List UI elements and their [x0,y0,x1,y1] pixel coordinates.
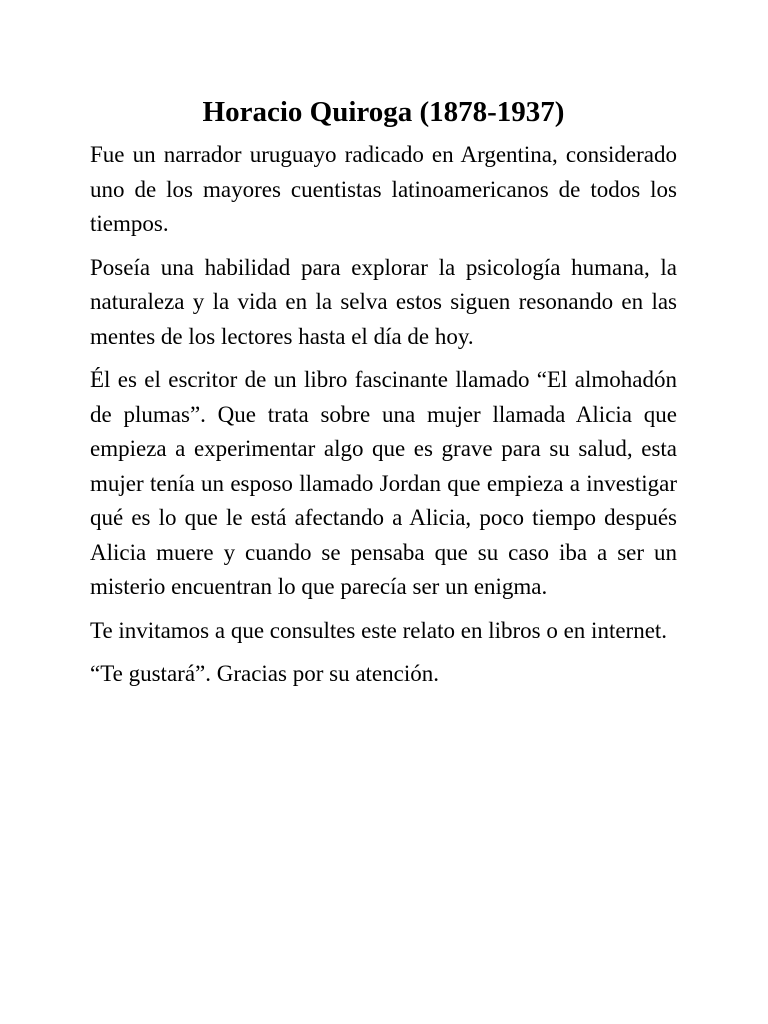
paragraph-skill: Poseía una habilidad para explorar la psicología humana, la naturaleza y la vida en la selva estos siguen resonando en las mentes de los lectores hasta el día de hoy. [90,254,677,349]
paragraph-intro: Fue un narrador uruguayo radicado en Argentina, considerado uno de los mayores cuentistas latinoamericanos de todos los tiempos. [90,142,677,236]
paragraph-book: Él es el escritor de un libro fascinante llamado “El almohadón de plumas”. Que trata sobre una mujer llamada Alicia que empieza a experimentar algo que es grave para su salud, esta mujer tenía un esposo llamado Jordan que empieza a investigar qué es lo que le está afectando a Alicia, poco tiempo después Alicia muere y cuando se pensaba que su caso iba a ser un misterio encuentran lo que parecía ser un enigma. [90,367,677,599]
document-title: Horacio Quiroga (1878-1937) [202,96,565,128]
paragraph-closing: “Te gustará”. Gracias por su atención. [90,661,439,686]
document-page [90,92,677,701]
paragraph-invitation: Te invitamos a que consultes este relato en libros o en internet. [90,617,668,643]
